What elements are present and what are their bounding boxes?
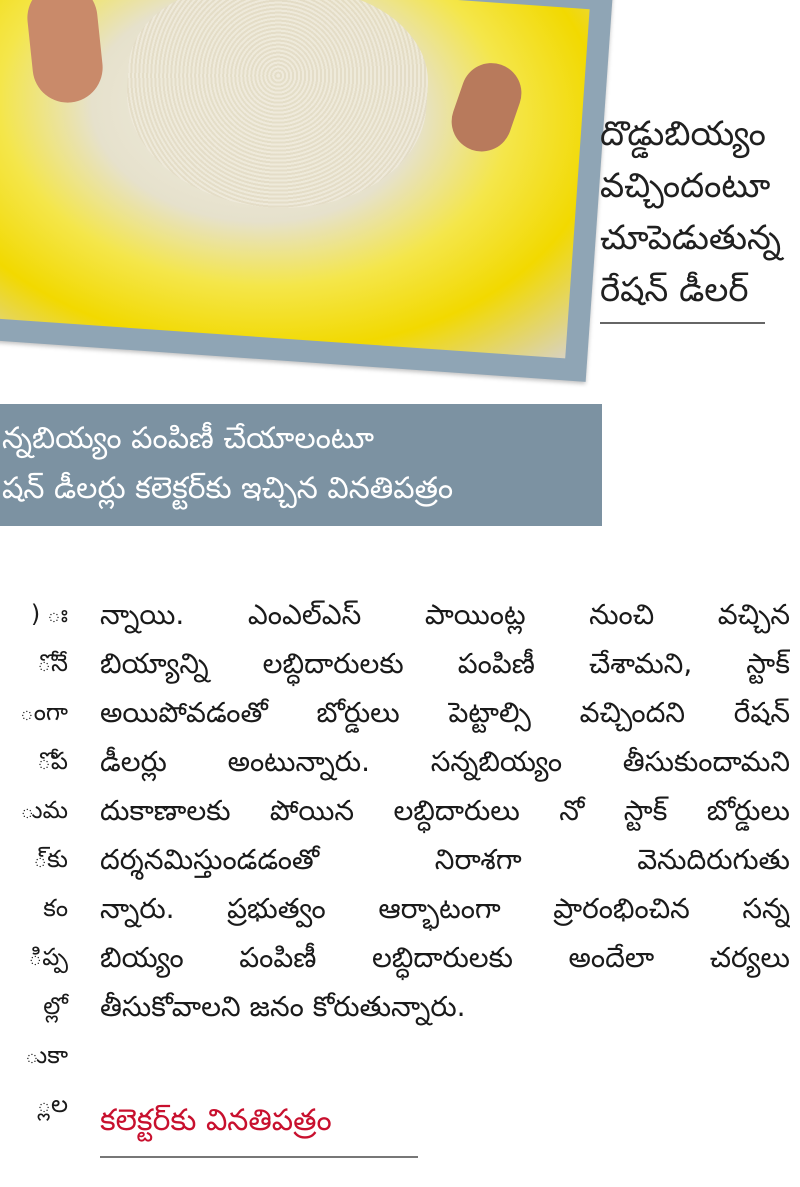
- fragment-line: ుమ: [20, 796, 68, 824]
- fragment-line: ల్లో: [43, 992, 68, 1020]
- document-caption-line: న్నబియ్యం పంపిణీ చేయాలంటూ: [2, 421, 375, 456]
- fragment-line: ్లల: [37, 1090, 68, 1118]
- document-caption-line: షన్ డీలర్లు కలెక్టర్‌కు ఇచ్చిన వినతిపత్రం: [2, 471, 454, 506]
- fragment-line: ిప్ప: [28, 943, 68, 971]
- document-caption: [0, 414, 602, 514]
- article-line: న్నారు. ప్రభుత్వం ఆర్భాటంగా ప్రారంభించిన సన్న: [100, 892, 790, 925]
- caption-divider: [600, 322, 765, 324]
- subheading-divider: [100, 1156, 418, 1158]
- article-line: బియ్యాన్ని లబ్ధిదారులకు పంపిణీ చేశామని, స్టాక్: [100, 647, 790, 680]
- fragment-line: ్‌కు: [33, 845, 68, 873]
- article-line: న్నాయి. ఎంఎల్ఎస్ పాయింట్ల నుంచి వచ్చిన: [100, 598, 790, 631]
- section-subheading: కలెక్టర్‌కు వినతిపత్రం: [100, 1103, 332, 1138]
- photo-caption-line: దొడ్డుబియ్యం: [600, 114, 766, 154]
- rice-bag-photo: [0, 0, 613, 382]
- fragment-line: ోనే: [37, 649, 68, 677]
- article-line: బియ్యం పంపిణీ లబ్ధిదారులకు అందేలా చర్యలు: [100, 941, 790, 974]
- fragment-line: ) ః: [30, 600, 68, 628]
- fragment-line: ుకా: [25, 1041, 68, 1069]
- article-body: [100, 590, 790, 1031]
- article-line: అయిపోవడంతో బోర్డులు పెట్టాల్సి వచ్చిందని రేషన్: [100, 696, 790, 729]
- fragment-line: ంగా: [19, 698, 68, 726]
- fragment-line: కం: [43, 894, 68, 922]
- photo-image: [0, 0, 590, 358]
- article-line: డీలర్లు అంటున్నారు. సన్నబియ్యం తీసుకుందామని: [100, 745, 790, 778]
- photo-caption-line: రేషన్ డీలర్: [600, 270, 749, 310]
- left-hand: [24, 0, 106, 106]
- photo-caption: [600, 108, 790, 316]
- photo-caption-line: చూపెడుతున్న: [600, 218, 782, 258]
- fragment-line: ోప: [37, 747, 68, 775]
- rice-grains: [119, 0, 434, 218]
- article-line: దర్శనమిస్తుండడంతో నిరాశగా వెనుదిరుగుతు: [100, 843, 790, 876]
- article-line: తీసుకోవాలని జనం కోరుతున్నారు.: [100, 990, 466, 1023]
- photo-caption-line: వచ్చిందంటూ: [600, 166, 771, 206]
- left-column-fragments: [0, 590, 72, 1129]
- right-hand: [444, 55, 530, 160]
- article-line: దుకాణాలకు పోయిన లబ్ధిదారులు నో స్టాక్ బోర్డులు: [100, 794, 790, 827]
